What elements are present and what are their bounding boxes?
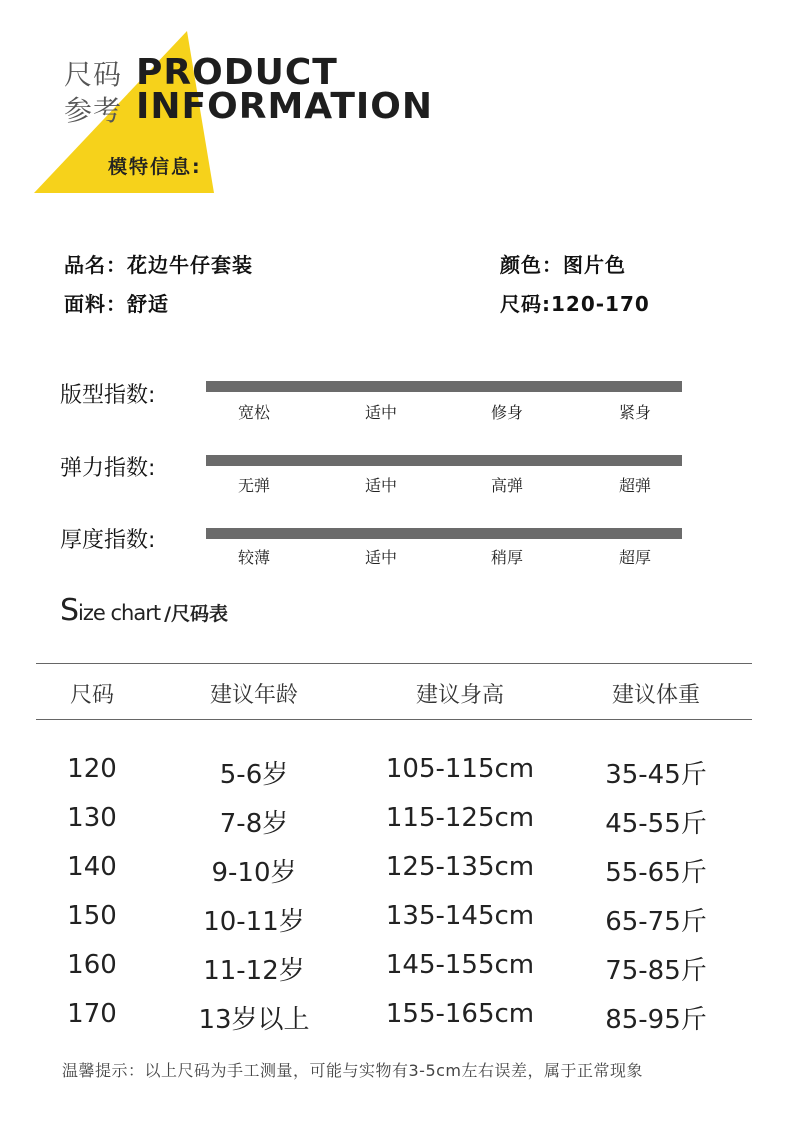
fit-index-bar (206, 381, 682, 392)
table-header-rule (36, 719, 752, 720)
cell-size: 140 (67, 852, 117, 882)
cell-height: 105-115cm (385, 754, 535, 784)
cell-weight: 75-85斤 (605, 956, 707, 986)
thickness-option: 适中 (364, 548, 397, 567)
header-size: 尺码 (69, 683, 114, 708)
product-fabric: 面料：舒适 (64, 292, 169, 316)
size-chart-title-text: ize chart (78, 601, 161, 625)
cell-weight: 85-95斤 (605, 1005, 707, 1035)
table-top-rule (36, 663, 752, 664)
cell-height: 155-165cm (385, 999, 535, 1029)
cell-weight: 35-45斤 (605, 760, 707, 790)
thickness-option: 稍厚 (490, 548, 523, 567)
header-en-line1: PRODUCT (136, 52, 338, 93)
fit-option: 宽松 (237, 403, 270, 422)
fit-index-label: 版型指数: (60, 383, 156, 408)
header-height: 建议身高 (415, 683, 504, 708)
cell-size: 170 (67, 999, 117, 1029)
elasticity-option: 适中 (364, 476, 397, 495)
fit-option: 紧身 (618, 403, 651, 422)
measurement-note: 温馨提示：以上尺码为手工测量，可能与实物有3-5cm左右误差，属于正常现象 (62, 1061, 644, 1080)
fit-option: 适中 (364, 403, 397, 422)
cell-age: 5-6岁 (219, 760, 289, 790)
model-info-label: 模特信息: (108, 156, 202, 178)
product-name: 品名：花边牛仔套装 (64, 253, 253, 277)
thickness-index-label: 厚度指数: (60, 528, 156, 553)
cell-weight: 45-55斤 (605, 809, 707, 839)
header-en-line2: INFORMATION (136, 86, 434, 127)
cell-size: 120 (67, 754, 117, 784)
header-age: 建议年龄 (209, 683, 298, 708)
cell-age: 13岁以上 (198, 1005, 310, 1035)
product-size-range: 尺码:120-170 (500, 292, 650, 316)
cell-age: 11-12岁 (203, 956, 305, 986)
thickness-index-bar (206, 528, 682, 539)
fit-option: 修身 (490, 403, 523, 422)
cell-height: 145-155cm (385, 950, 535, 980)
thickness-option: 较薄 (237, 548, 270, 567)
size-chart-title (60, 593, 228, 628)
cell-age: 9-10岁 (211, 858, 297, 888)
cell-age: 10-11岁 (203, 907, 305, 937)
cell-height: 125-135cm (385, 852, 535, 882)
elasticity-index-bar (206, 455, 682, 466)
cell-size: 160 (67, 950, 117, 980)
cell-age: 7-8岁 (219, 809, 289, 839)
header-weight: 建议体重 (611, 683, 700, 708)
thickness-option: 超厚 (618, 548, 651, 567)
header-cn-line1: 尺码 (64, 58, 123, 91)
product-color: 颜色：图片色 (500, 253, 626, 277)
header-cn-line2: 参考 (64, 94, 123, 127)
cell-height: 135-145cm (385, 901, 535, 931)
cell-size: 150 (67, 901, 117, 931)
elasticity-index-label: 弹力指数: (60, 456, 156, 481)
size-chart-title-cn: /尺码表 (164, 603, 229, 625)
size-chart-title-initial: S (60, 593, 79, 628)
cell-size: 130 (67, 803, 117, 833)
cell-weight: 65-75斤 (605, 907, 707, 937)
cell-height: 115-125cm (385, 803, 535, 833)
elasticity-option: 无弹 (237, 476, 270, 495)
elasticity-option: 超弹 (618, 476, 651, 495)
cell-weight: 55-65斤 (605, 858, 707, 888)
elasticity-option: 高弹 (490, 476, 523, 495)
